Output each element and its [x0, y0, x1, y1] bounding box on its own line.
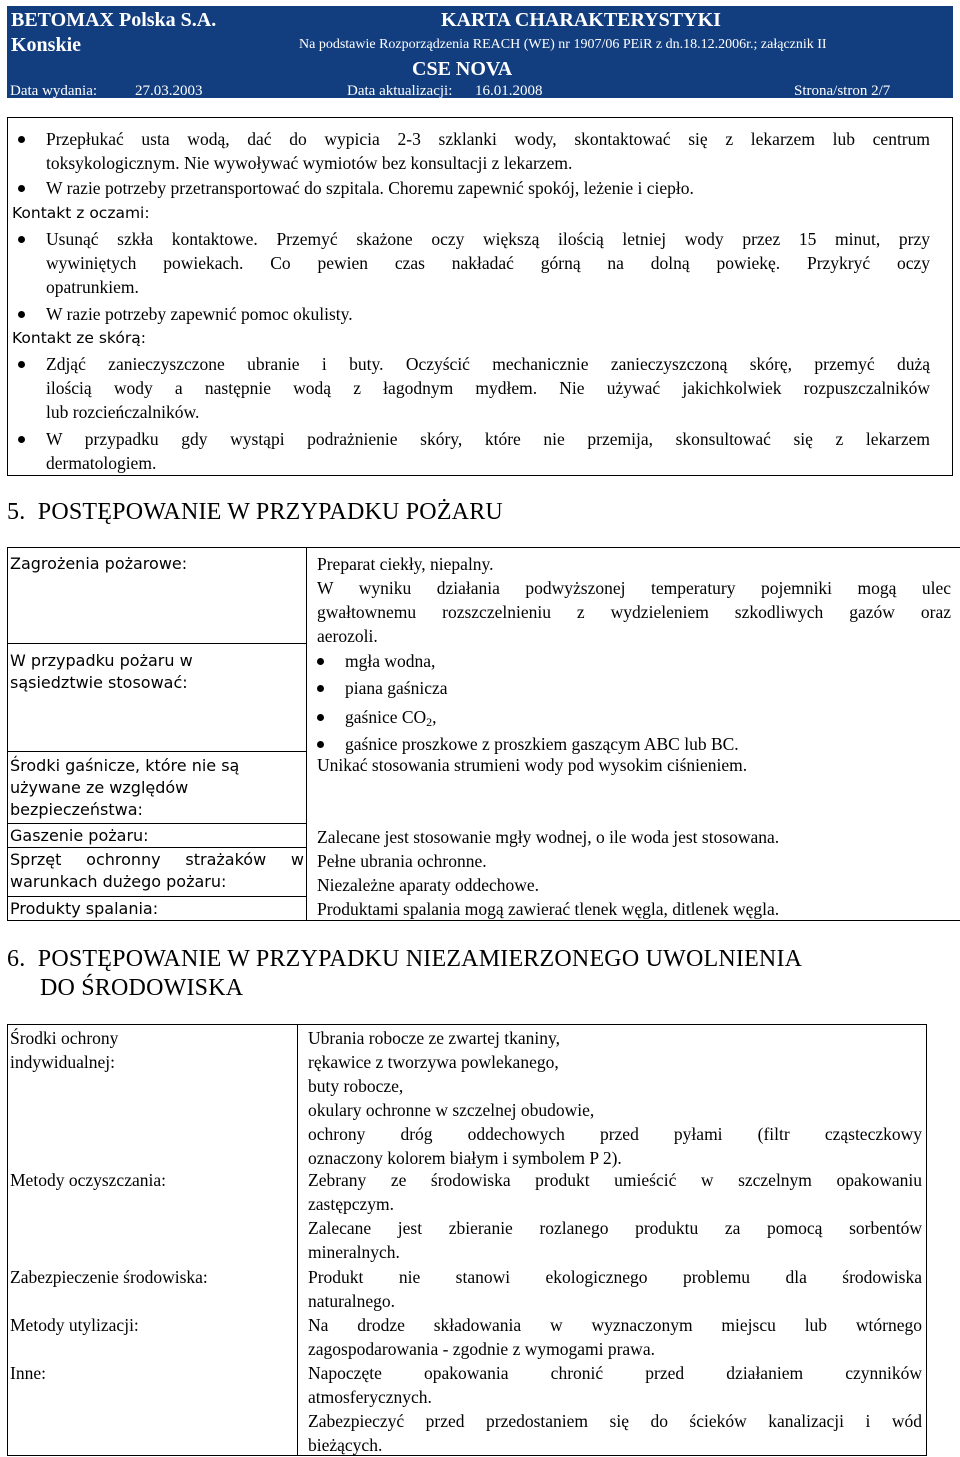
list-item	[46, 302, 930, 326]
table-border	[7, 896, 307, 897]
table-border	[7, 847, 307, 848]
text-line: warunkach dużego pożaru:	[10, 872, 227, 891]
subscript: 2	[426, 715, 433, 729]
text-line: dermatologiem.	[46, 453, 157, 473]
list-item	[317, 649, 917, 676]
text-line: Napoczęte opakowania chronić przed działaniem czynników	[308, 1363, 922, 1383]
gear-text	[317, 849, 539, 897]
product-name: CSE NOVA	[412, 58, 513, 80]
gear-label	[10, 849, 304, 893]
bullet-icon	[317, 741, 324, 748]
use-label	[10, 650, 193, 694]
other-text	[308, 1361, 922, 1457]
text-line: ,	[432, 707, 437, 727]
table-border	[7, 1024, 8, 1456]
text-line: Preparat ciekły, niepalny.	[317, 554, 494, 574]
text-line: piana gaśnicza	[345, 678, 448, 698]
text-line: zagospodarowania - zgodnie z wymogami prawa.	[308, 1339, 655, 1359]
env-text	[308, 1265, 922, 1313]
table-border	[7, 823, 307, 824]
bullet-icon	[18, 185, 25, 192]
forbidden-label	[10, 755, 239, 821]
text-line: opatrunkiem.	[46, 277, 139, 297]
document-title: KARTA CHARAKTERYSTYKI	[441, 9, 721, 31]
text-line: aerozoli.	[317, 626, 378, 646]
regulation-reference: Na podstawie Rozporządzenia REACH (WE) nr 1907/06 PEiR z dn.18.12.2006r.; załącznik II	[299, 37, 827, 52]
text-line: oznaczony kolorem białym i symbolem P 2).	[308, 1148, 622, 1168]
eyes-heading: Kontakt z oczami:	[12, 204, 150, 222]
company-city: Konskie	[11, 34, 82, 56]
text-line: zastępczym.	[308, 1194, 394, 1214]
text-line: gaśnice proszkowe z proszkiem gaszącym ABC lub BC.	[345, 734, 739, 754]
table-border	[297, 1024, 298, 1456]
text-line: Zebrany ze środowiska produkt umieścić w szczelnym opakowaniu	[308, 1170, 922, 1190]
table-border	[7, 547, 8, 921]
fire-table	[7, 547, 960, 921]
release-table	[7, 1024, 927, 1456]
list-item	[46, 127, 930, 175]
text-line: Zalecane jest zbieranie rozlanego produktu za pomocą sorbentów	[308, 1218, 922, 1238]
text-line: Przepłukać usta wodą, dać do wypicia 2-3 szklanki wody, skontaktować się z lekarzem lub centrum	[46, 129, 930, 149]
text-line: W razie potrzeby zapewnić pomoc okulisty.	[46, 304, 353, 324]
section-6-heading: 6. POSTĘPOWANIE W PRZYPADKU NIEZAMIERZONEGO UWOLNIENIA	[7, 946, 803, 972]
text-line: Zdjąć zanieczyszczone ubranie i buty. Oczyścić mechanicznie zanieczyszczoną skórę, przemyć dużą	[46, 354, 930, 374]
document-header	[7, 6, 953, 98]
text-line: Produkt nie stanowi ekologicznego problemu dla środowiska	[308, 1267, 922, 1287]
forbidden-text: Unikać stosowania strumieni wody pod wysokim ciśnieniem.	[317, 755, 748, 775]
bullet-icon	[18, 361, 25, 368]
bullet-icon	[317, 658, 324, 665]
text-line: Środki ochrony	[10, 1028, 119, 1048]
text-line: Pełne ubrania ochronne.	[317, 851, 487, 871]
text-line: W wyniku działania podwyższonej temperatury pojemniki mogą ulec	[317, 578, 951, 598]
bullet-icon	[18, 311, 25, 318]
ppe-label	[10, 1026, 118, 1074]
table-border	[7, 751, 307, 752]
text-line: atmosferycznych.	[308, 1387, 432, 1407]
cleanup-text	[308, 1168, 922, 1264]
text-line: mineralnych.	[308, 1242, 400, 1262]
text-line: ochrony dróg oddechowych przed pyłami (filtr cząsteczkowy	[308, 1124, 922, 1144]
list-item	[317, 705, 917, 732]
extinguisher-list	[317, 649, 917, 756]
combustion-text: Produktami spalania mogą zawierać tlenek węgla, ditlenek węgla.	[317, 899, 780, 919]
page-number: Strona/stron 2/7	[794, 83, 891, 99]
text-line: rękawice z tworzywa powlekanego,	[308, 1052, 559, 1072]
text-line: gaśnice CO	[345, 707, 427, 727]
text-line: W przypadku pożaru w	[10, 651, 193, 670]
bullet-icon	[317, 714, 324, 721]
hazards-text	[317, 552, 951, 648]
text-line: toksykologicznym. Nie wywoływać wymiotów bez konsultacji z lekarzem.	[46, 153, 573, 173]
other-label: Inne:	[10, 1363, 46, 1383]
text-line: gwałtownemu rozszczelnieniu z wydzieleniem szkodliwych gazów oraz	[317, 602, 951, 622]
text-line: Na drodze składowania w wyznaczonym miejscu lub wtórnego	[308, 1315, 922, 1335]
text-line: W przypadku gdy wystąpi podrażnienie skóry, które nie przemija, skonsultować się z lekarzem	[46, 429, 930, 449]
text-line: bieżących.	[308, 1435, 383, 1455]
text-line: ilością wody a następnie wodą z łagodnym mydłem. Nie używać jakichkolwiek rozpuszczalników	[46, 378, 930, 398]
bullet-icon	[18, 436, 25, 443]
list-item	[46, 176, 930, 200]
company-name: BETOMAX Polska S.A.	[11, 9, 217, 31]
extinguish-label: Gaszenie pożaru:	[10, 826, 149, 845]
table-border	[7, 547, 960, 548]
combustion-label: Produkty spalania:	[10, 899, 159, 918]
text-line: Środki gaśnicze, które nie są	[10, 756, 240, 775]
hazards-label: Zagrożenia pożarowe:	[10, 554, 188, 573]
list-item	[46, 227, 930, 299]
update-date: 16.01.2008	[475, 83, 543, 99]
update-date-label: Data aktualizacji:	[347, 83, 453, 99]
disposal-text	[308, 1313, 922, 1361]
first-aid-box	[7, 117, 953, 476]
text-line: okulary ochronne w szczelnej obudowie,	[308, 1100, 595, 1120]
text-line: Niezależne aparaty oddechowe.	[317, 875, 540, 895]
text-line: Usunąć szkła kontaktowe. Przemyć skażone oczy większą ilością letniej wody przez 15 minut, przy	[46, 229, 930, 249]
list-item	[46, 427, 930, 475]
table-border	[926, 1024, 927, 1456]
table-border	[7, 643, 307, 644]
text-line: W razie potrzeby przetransportować do szpitala. Choremu zapewnić spokój, leżenie i ciepło.	[46, 178, 694, 198]
skin-heading: Kontakt ze skórą:	[12, 329, 146, 347]
text-line: używane ze względów	[10, 778, 189, 797]
ppe-text	[308, 1026, 922, 1170]
text-line: wywiniętych powiekach. Co pewien czas nakładać górną na dolną powiekę. Przykryć oczy	[46, 253, 930, 273]
text-line: sąsiedztwie stosować:	[10, 673, 188, 692]
section-6-heading-line2: DO ŚRODOWISKA	[40, 975, 244, 1001]
table-border	[7, 1024, 927, 1025]
issue-date-label: Data wydania:	[10, 83, 98, 99]
table-border	[306, 547, 307, 921]
text-line: buty robocze,	[308, 1076, 404, 1096]
text-line: bezpieczeństwa:	[10, 800, 143, 819]
list-item	[46, 352, 930, 424]
text-line: Zabezpieczyć przed przedostaniem się do ścieków kanalizacji i wód	[308, 1411, 922, 1431]
section-5-heading: 5. POSTĘPOWANIE W PRZYPADKU POŻARU	[7, 499, 503, 525]
bullet-icon	[18, 236, 25, 243]
header-dates-row	[7, 82, 953, 100]
text-line: naturalnego.	[308, 1291, 395, 1311]
issue-date: 27.03.2003	[135, 83, 203, 99]
bullet-icon	[317, 685, 324, 692]
text-line: Ubrania robocze ze zwartej tkaniny,	[308, 1028, 560, 1048]
list-item	[317, 676, 917, 705]
extinguish-text: Zalecane jest stosowanie mgły wodnej, o ile woda jest stosowana.	[317, 827, 780, 847]
disposal-label: Metody utylizacji:	[10, 1315, 139, 1335]
text-line: Sprzęt ochronny strażaków w	[10, 850, 304, 869]
text-line: indywidualnej:	[10, 1052, 115, 1072]
env-label: Zabezpieczenie środowiska:	[10, 1267, 208, 1287]
text-line: mgła wodna,	[345, 651, 436, 671]
cleanup-label: Metody oczyszczania:	[10, 1170, 166, 1190]
text-line: lub rozcieńczalników.	[46, 402, 200, 422]
bullet-icon	[18, 136, 25, 143]
